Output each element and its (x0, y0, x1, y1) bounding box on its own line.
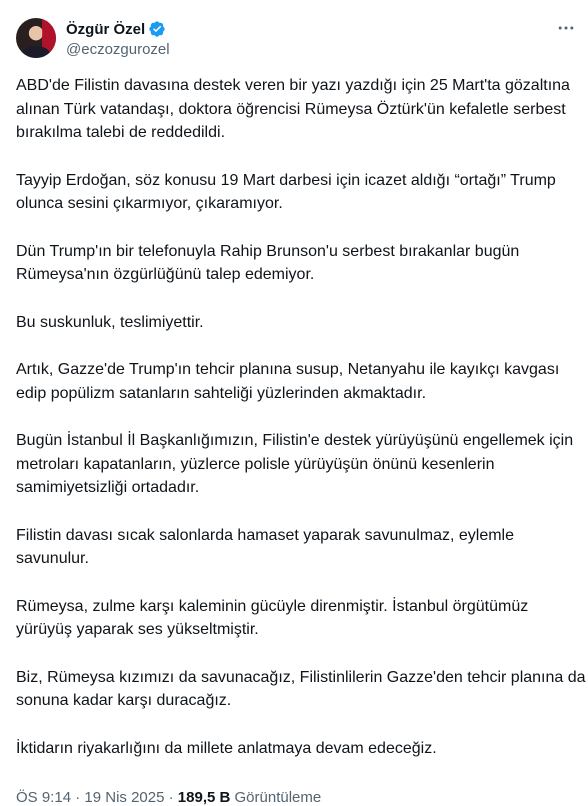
tweet-paragraph: Rümeysa, zulme karşı kaleminin gücüyle direnmiştir. İstanbul örgütümüz yürüyüş yaparak ses yükseltmiştir. (16, 597, 529, 638)
avatar[interactable] (16, 18, 56, 58)
views-count: 189,5 B (177, 789, 231, 806)
tweet-time[interactable]: ÖS 9:14 (16, 789, 72, 806)
more-options-icon[interactable] (556, 18, 576, 38)
meta-separator: · (168, 789, 174, 806)
tweet-paragraph: İktidarın riyakarlığını da millete anlatmaya devam edeceğiz. (16, 739, 437, 757)
meta-separator: · (75, 789, 81, 806)
tweet-paragraph: ABD'de Filistin davasına destek veren bir yazı yazdığı için 25 Mart'ta gözaltına alınan Türk vatandaşı, doktora öğrencisi Rümeysa Öztürk'ün kefaletle serbest bırakılma talebi de reddedildi. (16, 77, 570, 141)
tweet-paragraph: Bugün İstanbul İl Başkanlığımızın, Filistin'e destek yürüyüşünü engellemek için metroları kapatanların, yüzlerce polisle yürüyüşün önünü kesenlerin samimiyetsizliği ortadadır. (16, 432, 574, 496)
verified-badge-icon (148, 20, 166, 38)
author-handle[interactable]: @eczozgurozel (66, 41, 170, 58)
tweet-paragraph: Bu suskunluk, teslimiyettir. (16, 313, 204, 331)
tweet-body (16, 74, 586, 784)
tweet-paragraph: Artık, Gazze'de Trump'ın tehcir planına susup, Netanyahu ile kayıkçı kavgası edip popülizm satanların sahteliği yüzlerinden akmaktadır. (16, 361, 560, 402)
tweet-date[interactable]: 19 Nis 2025 (84, 789, 165, 806)
tweet-paragraph: Dün Trump'ın bir telefonuyla Rahip Brunson'u serbest bırakanlar bugün Rümeysa'nın özgürlüğünü talep edemiyor. (16, 242, 520, 283)
tweet-paragraph: Tayyip Erdoğan, söz konusu 19 Mart darbesi için icazet aldığı “ortağı” Trump olunca sesini çıkarmıyor, çıkaramıyor. (16, 171, 556, 212)
tweet-meta (16, 789, 321, 806)
tweet-paragraph: Biz, Rümeysa kızımızı da savunacağız, Filistinlilerin Gazze'den tehcir planına da sonuna kadar karşı duracağız. (16, 668, 586, 709)
author-display-name[interactable]: Özgür Özel (66, 20, 146, 38)
tweet-header (16, 14, 576, 64)
views-label: Görüntüleme (234, 789, 322, 806)
author-name-line (66, 20, 166, 38)
tweet-paragraph: Filistin davası sıcak salonlarda hamaset yaparak savunulmaz, eylemle savunulur. (16, 526, 515, 567)
